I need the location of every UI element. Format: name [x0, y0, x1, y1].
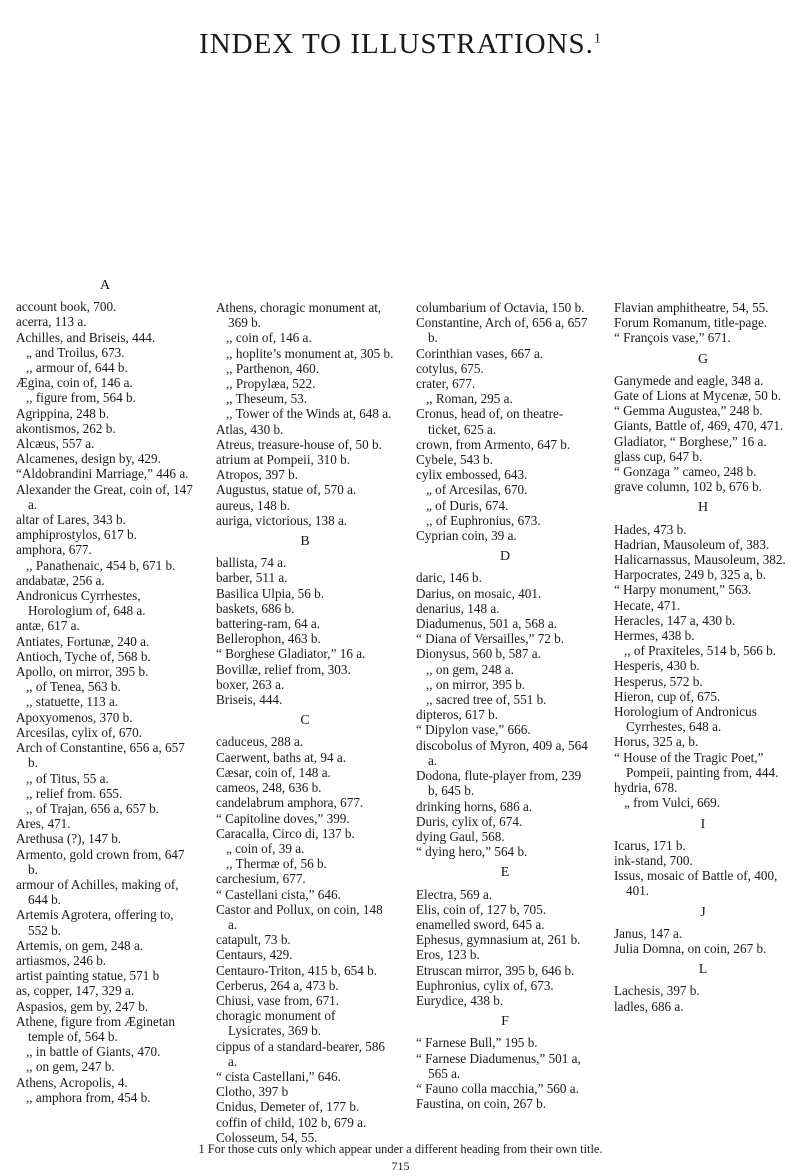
- section-letter: F: [501, 1014, 509, 1030]
- index-entry: “ Farnese Diadumenus,” 501 a, 565 a.: [416, 1050, 581, 1081]
- index-entry: Ganymede and eagle, 348 a.: [614, 372, 764, 388]
- index-entry: Cnidus, Demeter of, 177 b.: [216, 1099, 360, 1115]
- index-entry: candelabrum amphora, 677.: [216, 795, 364, 811]
- index-entry: Horologium of Andronicus Cyrrhestes, 648 a.: [614, 704, 757, 735]
- index-subentry: ,, of Titus, 55 a.: [26, 770, 109, 786]
- index-entry: acerra, 113 a.: [16, 314, 87, 330]
- index-entry: Caerwent, baths at, 94 a.: [216, 749, 347, 765]
- index-entry: Athens, choragic monument at, 369 b.: [216, 300, 382, 331]
- index-entry: Bovillæ, relief from, 303.: [216, 661, 351, 677]
- index-entry: glass cup, 647 b.: [614, 448, 703, 464]
- index-subentry: ,, Theseum, 53.: [226, 391, 308, 407]
- index-entry: Forum Romanum, title-page.: [614, 315, 768, 331]
- page-number: 715: [391, 1159, 410, 1173]
- index-subentry: ,, sacred tree of, 551 b.: [426, 692, 547, 708]
- index-subentry: ,, on mirror, 395 b.: [426, 676, 526, 692]
- index-entry: cippus of a standard-bearer, 586 a.: [216, 1038, 386, 1069]
- index-entry: Apoxyomenos, 370 b.: [16, 709, 133, 725]
- index-entry: crown, from Armento, 647 b.: [416, 436, 571, 452]
- index-entry: Hadrian, Mausoleum of, 383.: [614, 536, 770, 552]
- index-entry: catapult, 73 b.: [216, 932, 291, 948]
- index-entry: Cæsar, coin of, 148 a.: [216, 764, 331, 780]
- index-entry: Hesperis, 430 b.: [614, 658, 700, 674]
- index-entry: Diadumenus, 501 a, 568 a.: [416, 616, 558, 632]
- index-entry: Achilles, and Briseis, 444.: [16, 329, 156, 345]
- footnote-marker: 1: [593, 31, 602, 47]
- index-entry: ink-stand, 700.: [614, 852, 693, 868]
- section-letter: C: [300, 713, 310, 729]
- index-entry: Faustina, on coin, 267 b.: [416, 1096, 547, 1112]
- index-entry: Alexander the Great, coin of, 147 a.: [16, 481, 193, 512]
- index-entry: Atlas, 430 b.: [216, 421, 284, 437]
- index-entry: Caracalla, Circo di, 137 b.: [216, 825, 355, 841]
- index-entry: Giants, Battle of, 469, 470, 471.: [614, 418, 784, 434]
- index-entry: Bellerophon, 463 b.: [216, 631, 321, 647]
- index-entry: “ House of the Tragic Poet,” Pompeii, painting from, 444.: [614, 749, 779, 780]
- index-entry: Colosseum, 54, 55.: [216, 1129, 318, 1145]
- index-entry: daric, 146 b.: [416, 570, 482, 586]
- index-entry: Antiates, Fortunæ, 240 a.: [16, 633, 150, 649]
- index-subentry: ,, Propylæa, 522.: [226, 376, 316, 392]
- index-entry: Briseis, 444.: [216, 692, 283, 708]
- index-entry: Apollo, on mirror, 395 b.: [16, 664, 149, 680]
- index-entry: baskets, 686 b.: [216, 600, 295, 616]
- index-subentry: ,, amphora from, 454 b.: [26, 1089, 151, 1105]
- index-entry: battering-ram, 64 a.: [216, 616, 320, 632]
- index-entry: Corinthian vases, 667 a.: [416, 345, 544, 361]
- section-letter: J: [700, 904, 706, 920]
- index-entry: boxer, 263 a.: [216, 676, 285, 692]
- index-entry: artiasmos, 246 b.: [16, 952, 107, 968]
- index-entry: drinking horns, 686 a.: [416, 798, 533, 814]
- index-entry: atrium at Pompeii, 310 b.: [216, 452, 351, 468]
- index-entry: Elis, coin of, 127 b, 705.: [416, 901, 547, 917]
- index-entry: “ Gonzaga ” cameo, 248 b.: [614, 464, 757, 480]
- index-subentry: ,, statuette, 113 a.: [26, 694, 119, 710]
- index-entry: armour of Achilles, making of, 644 b.: [16, 876, 179, 908]
- index-entry: columbarium of Octavia, 150 b.: [416, 300, 585, 315]
- index-entry: Ares, 471.: [16, 816, 71, 832]
- index-entry: aureus, 148 b.: [216, 497, 290, 513]
- index-entry: cylix embossed, 643.: [416, 467, 528, 483]
- index-subentry: „ from Vulci, 669.: [624, 795, 721, 811]
- index-entry: Basilica Ulpia, 56 b.: [216, 585, 325, 601]
- section-letter: E: [500, 865, 510, 881]
- index-entry: Centaurs, 429.: [216, 947, 293, 963]
- index-entry: akontismos, 262 b.: [16, 420, 116, 436]
- index-entry: Centauro-Triton, 415 b, 654 b.: [216, 962, 378, 978]
- index-entry: “ Gemma Augustea,” 248 b.: [614, 403, 763, 419]
- index-entry: Athene, figure from Æginetan temple of, 564 b.: [16, 1013, 175, 1044]
- section-letter: H: [697, 500, 709, 516]
- index-entry: Athens, Acropolis, 4.: [16, 1074, 128, 1090]
- index-entry: Cerberus, 264 a, 473 b.: [216, 977, 339, 993]
- index-entry: Augustus, statue of, 570 a.: [216, 482, 357, 498]
- index-entry: Hermes, 438 b.: [614, 628, 695, 644]
- section-letter: B: [300, 534, 310, 550]
- index-entry: dipteros, 617 b.: [416, 707, 499, 723]
- index-entry: hydria, 678.: [614, 780, 678, 796]
- index-entry: “ Harpy monument,” 563.: [614, 582, 752, 598]
- index-entry: Alcamenes, design by, 429.: [16, 451, 161, 467]
- index-entry: Andronicus Cyrrhestes, Horologium of, 648 a.: [16, 588, 146, 619]
- index-entry: denarius, 148 a.: [416, 600, 500, 616]
- index-entry: “ Diana of Versailles,” 72 b.: [416, 631, 565, 647]
- index-entry: crater, 677.: [416, 376, 476, 392]
- section-letter: D: [499, 549, 511, 565]
- index-entry: Halicarnassus, Mausoleum, 382.: [614, 552, 786, 568]
- index-entry: “ Farnese Bull,” 195 b.: [416, 1035, 538, 1051]
- index-entry: Hesperus, 572 b.: [614, 673, 703, 689]
- index-entry: Heracles, 147 a, 430 b.: [614, 612, 736, 628]
- index-subentry: ,, of Tenea, 563 b.: [26, 679, 121, 695]
- index-entry: Atreus, treasure-house of, 50 b.: [216, 436, 382, 452]
- index-subentry: ,, Roman, 295 a.: [426, 391, 513, 407]
- index-subentry: „ and Troilus, 673.: [26, 344, 125, 360]
- index-entry: Cyprian coin, 39 a.: [416, 528, 517, 544]
- index-entry: Duris, cylix of, 674.: [416, 813, 523, 829]
- index-column-4: [614, 300, 792, 1014]
- index-entry: Horus, 325 a, b.: [614, 734, 699, 750]
- index-subentry: ,, Parthenon, 460.: [226, 360, 320, 376]
- index-subentry: ,, relief from. 655.: [26, 785, 123, 801]
- index-entry: Darius, on mosaic, 401.: [416, 585, 542, 601]
- index-entry: Issus, mosaic of Battle of, 400, 401.: [614, 868, 778, 899]
- index-entry: Flavian amphitheatre, 54, 55.: [614, 300, 769, 315]
- index-subentry: ,, Thermæ of, 56 b.: [226, 856, 327, 872]
- index-entry: amphiprostylos, 617 b.: [16, 527, 137, 543]
- index-entry: Eurydice, 438 b.: [416, 992, 504, 1008]
- index-subentry: ,, in battle of Giants, 470.: [26, 1044, 161, 1060]
- title-text: INDEX TO ILLUSTRATIONS.: [199, 28, 594, 60]
- index-entry: Lachesis, 397 b.: [614, 983, 700, 999]
- index-entry: carchesium, 677.: [216, 871, 306, 887]
- index-entry: cameos, 248, 636 b.: [216, 780, 322, 796]
- index-subentry: ,, armour of, 644 b.: [26, 360, 128, 376]
- index-entry: Armento, gold crown from, 647 b.: [16, 846, 185, 877]
- index-entry: Janus, 147 a.: [614, 925, 683, 941]
- index-entry: Artemis Agrotera, offering to, 552 b.: [16, 907, 174, 938]
- index-entry: Hades, 473 b.: [614, 521, 687, 537]
- index-entry: account book, 700.: [16, 299, 117, 315]
- index-entry: cotylus, 675.: [416, 360, 484, 376]
- index-entry: “ Capitoline doves,” 399.: [216, 810, 350, 826]
- index-entry: Ephesus, gymnasium at, 261 b.: [416, 932, 581, 948]
- index-subentry: „ of Duris, 674.: [426, 497, 509, 513]
- index-entry: Castor and Pollux, on coin, 148 a.: [216, 901, 383, 932]
- index-entry: “ Dipylon vase,” 666.: [416, 722, 531, 738]
- section-letter: L: [698, 962, 708, 978]
- index-entry: “ Borghese Gladiator,” 16 a.: [216, 646, 366, 662]
- index-entry: ballista, 74 a.: [216, 555, 287, 571]
- index-entry: amphora, 677.: [16, 542, 92, 558]
- index-entry: Icarus, 171 b.: [614, 837, 686, 853]
- index-entry: Euphronius, cylix of, 673.: [416, 977, 554, 993]
- index-entry: “Aldobrandini Marriage,” 446 a.: [16, 466, 189, 482]
- index-entry: coffin of child, 102 b, 679 a.: [216, 1114, 367, 1130]
- index-subentry: „ of Arcesilas, 670.: [426, 482, 528, 498]
- index-entry: antæ, 617 a.: [16, 618, 80, 634]
- index-column-1: [16, 278, 194, 1105]
- index-entry: Hecate, 471.: [614, 597, 681, 613]
- index-column-3: [416, 300, 594, 1111]
- index-entry: Alcæus, 557 a.: [16, 436, 95, 452]
- index-entry: “ dying hero,” 564 b.: [416, 844, 528, 860]
- index-entry: Arethusa (?), 147 b.: [16, 831, 122, 847]
- section-letter: I: [700, 816, 706, 832]
- index-entry: Harpocrates, 249 b, 325 a, b.: [614, 567, 766, 583]
- index-entry: caduceus, 288 a.: [216, 734, 304, 750]
- index-subentry: ,, of Praxiteles, 514 b, 566 b.: [624, 643, 777, 659]
- footnote: 1 For those cuts only which appear under a different heading from their own title.: [198, 1142, 603, 1156]
- index-entry: barber, 511 a.: [216, 570, 288, 586]
- index-entry: enamelled sword, 645 a.: [416, 916, 545, 932]
- index-subentry: ,, of Trajan, 656 a, 657 b.: [26, 800, 159, 816]
- index-entry: Atropos, 397 b.: [216, 467, 299, 483]
- index-entry: discobolus of Myron, 409 a, 564 a.: [416, 737, 588, 768]
- index-entry: Julia Domna, on coin, 267 b.: [614, 940, 767, 956]
- index-subentry: ,, hoplite’s monument at, 305 b.: [226, 345, 394, 361]
- page-title: [0, 28, 801, 61]
- index-entry: Etruscan mirror, 395 b, 646 b.: [416, 962, 575, 978]
- index-entry: “ François vase,” 671.: [614, 330, 731, 346]
- index-entry: Agrippina, 248 b.: [16, 405, 110, 421]
- index-entry: grave column, 102 b, 676 b.: [614, 479, 762, 495]
- index-entry: dying Gaul, 568.: [416, 828, 505, 844]
- index-entry: Constantine, Arch of, 656 a, 657 b.: [416, 315, 588, 346]
- index-subentry: ,, coin of, 146 a.: [226, 330, 312, 346]
- index-entry: Gladiator, “ Borghese,” 16 a.: [614, 433, 767, 449]
- index-entry: choragic monument of Lysicrates, 369 b.: [216, 1008, 336, 1039]
- index-subentry: ,, on gem, 247 b.: [26, 1059, 115, 1075]
- index-subentry: ,, Tower of the Winds at, 648 a.: [226, 406, 392, 422]
- index-entry: Eros, 123 b.: [416, 947, 480, 963]
- index-entry: Clotho, 397 b: [216, 1084, 289, 1100]
- index-entry: Ægina, coin of, 146 a.: [16, 375, 133, 391]
- index-entry: “ Castellani cista,” 646.: [216, 886, 341, 902]
- index-entry: Chiusi, vase from, 671.: [216, 992, 340, 1008]
- index-entry: andabatæ, 256 a.: [16, 572, 105, 588]
- section-letter: G: [697, 351, 709, 367]
- index-entry: Electra, 569 a.: [416, 886, 493, 902]
- index-column-2: [216, 300, 394, 1145]
- index-entry: Hieron, cup of, 675.: [614, 688, 721, 704]
- index-entry: Gate of Lions at Mycenæ, 50 b.: [614, 388, 782, 404]
- index-entry: ladles, 686 a.: [614, 998, 684, 1014]
- index-entry: “ Fauno colla macchia,” 560 a.: [416, 1080, 579, 1096]
- index-entry: Antioch, Tyche of, 568 b.: [16, 648, 151, 664]
- index-entry: “ cista Castellani,” 646.: [216, 1068, 341, 1084]
- index-entry: Artemis, on gem, 248 a.: [16, 937, 144, 953]
- index-entry: Dionysus, 560 b, 587 a.: [416, 646, 541, 662]
- index-subentry: ,, figure from, 564 b.: [26, 390, 136, 406]
- index-subentry: „ coin of, 39 a.: [226, 840, 305, 856]
- index-entry: altar of Lares, 343 b.: [16, 512, 126, 528]
- index-entry: artist painting statue, 571 b: [16, 968, 160, 984]
- index-entry: Cronus, head of, on theatre-ticket, 625 a.: [416, 406, 564, 437]
- index-entry: Cybele, 543 b.: [416, 452, 493, 468]
- index-entry: Arcesilas, cylix of, 670.: [16, 724, 142, 740]
- index-entry: auriga, victorious, 138 a.: [216, 512, 348, 528]
- index-entry: Arch of Constantine, 656 a, 657 b.: [16, 740, 185, 771]
- section-letter: A: [99, 278, 111, 293]
- index-subentry: ,, of Euphronius, 673.: [426, 512, 541, 528]
- index-entry: as, copper, 147, 329 a.: [16, 983, 135, 999]
- index-entry: Dodona, flute-player from, 239 b, 645 b.: [416, 768, 582, 799]
- index-entry: Aspasios, gem by, 247 b.: [16, 998, 149, 1014]
- index-subentry: ,, Panathenaic, 454 b, 671 b.: [26, 557, 176, 573]
- index-subentry: ,, on gem, 248 a.: [426, 661, 514, 677]
